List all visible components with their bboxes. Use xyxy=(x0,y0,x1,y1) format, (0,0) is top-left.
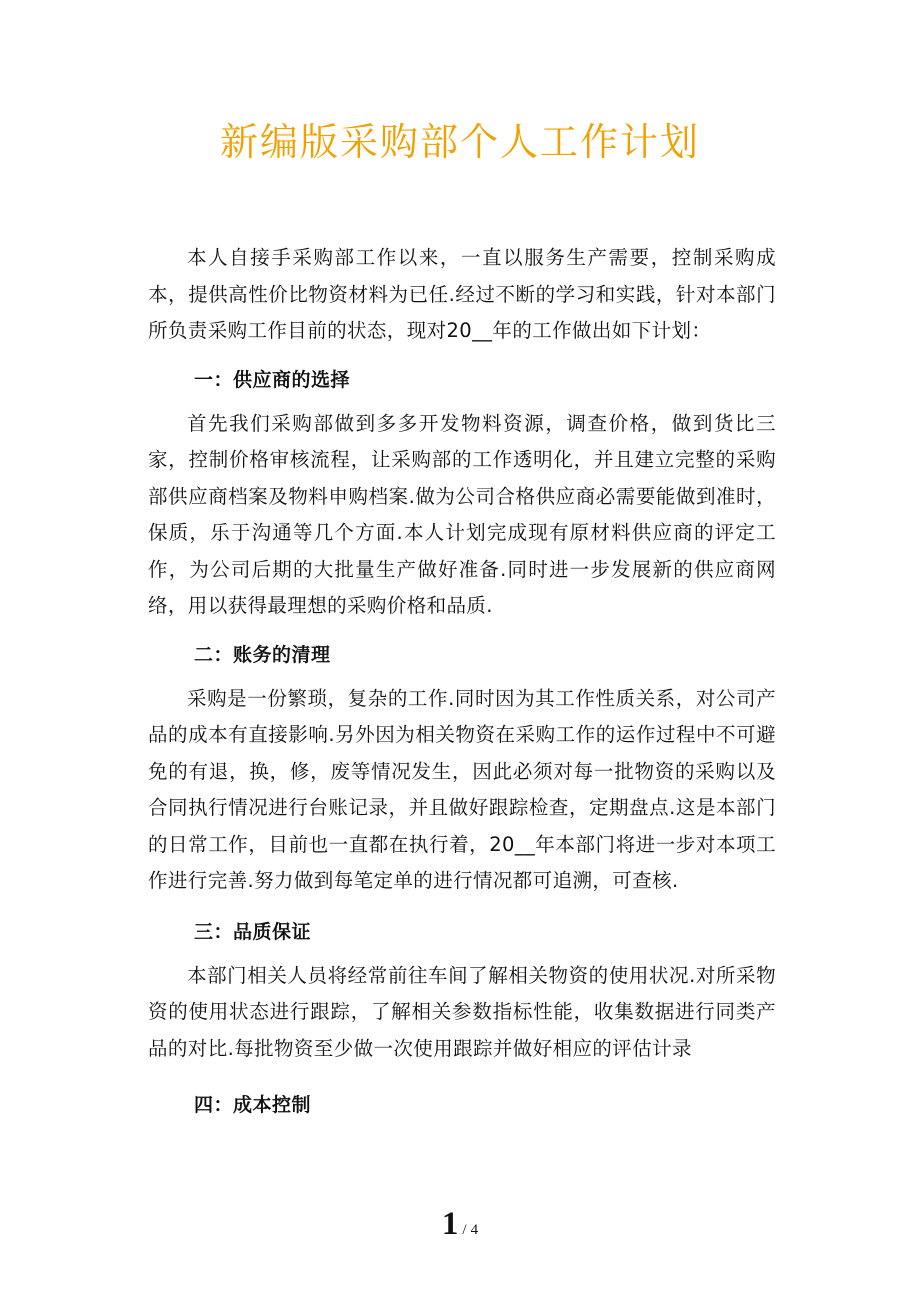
page-separator: / xyxy=(462,1222,467,1238)
section-heading-supplier-selection: 一：供应商的选择 xyxy=(194,368,351,391)
document-title: 新编版采购部个人工作计划 xyxy=(219,120,700,164)
section-body-account-cleanup: 采购是一份繁琐，复杂的工作.同时因为其工作性质关系，对公司产品的成本有直接影响.另外因为相关物资在采购工作的运作过程中不可避免的有退，换，修，废等情况发生，因此必须对每一批物资的采购以及合同执行情况进行台账记录，并且做好跟踪检查，定期盘点.这是本部门的日常工作，目前也一直都在执行着，20__年本部门将进一步对本项工作进行完善.努力做到每笔定单的进行情况都可追溯，可查核. xyxy=(148,686,776,892)
intro-paragraph: 本人自接手采购部工作以来，一直以服务生产需要，控制采购成本，提供高性价比物资材料为已任.经过不断的学习和实践，针对本部门所负责采购工作目前的状态，现对20__年的工作做出如下计划： xyxy=(148,246,776,342)
document-body xyxy=(148,240,776,1131)
page-current: 1 xyxy=(441,1206,459,1242)
section-heading-cost-control: 四：成本控制 xyxy=(194,1094,312,1116)
section-body-supplier-selection: 首先我们采购部做到多多开发物料资源，调查价格，做到货比三家，控制价格审核流程，让采购部的工作透明化，并且建立完整的采购部供应商档案及物料申购档案.做为公司合格供应商必需要能做到准时，保质，乐于沟通等几个方面.本人计划完成现有原材料供应商的评定工作，为公司后期的大批量生产做好准备.同时进一步发展新的供应商网络，用以获得最理想的采购价格和品质. xyxy=(148,411,776,617)
section-body-quality-assurance: 本部门相关人员将经常前往车间了解相关物资的使用状况.对所采物资的使用状态进行跟踪，了解相关参数指标性能，收集数据进行同类产品的对比.每批物资至少做一次使用跟踪并做好相应的评估计录 xyxy=(148,963,776,1060)
section-heading-account-cleanup: 二：账务的清理 xyxy=(194,643,331,666)
page-number xyxy=(0,1206,920,1243)
section-heading-quality-assurance: 三：品质保证 xyxy=(194,920,312,943)
page-total: 4 xyxy=(470,1222,479,1238)
